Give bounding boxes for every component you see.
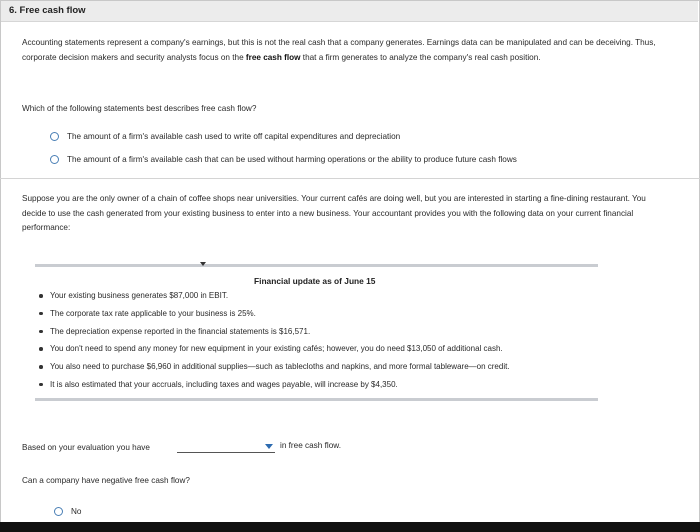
q3-prompt: Can a company have negative free cash flow? [22, 476, 190, 485]
cursor-icon [200, 262, 206, 266]
q1-option-1[interactable] [50, 132, 400, 141]
list-item: It is also estimated that your accruals, including taxes and wages payable, will increase by $4,350. [34, 376, 510, 394]
eval-prefix: Based on your evaluation you have [22, 443, 150, 452]
intro-text-2: that a firm generates to analyze the company's real cash position. [300, 52, 541, 62]
table-bottom-rule [35, 398, 598, 401]
free-cash-flow-dropdown[interactable] [177, 440, 275, 453]
section-divider [0, 178, 700, 179]
q1-prompt: Which of the following statements best describes free cash flow? [22, 104, 257, 113]
list-item: Your existing business generates $87,000 in EBIT. [34, 287, 510, 305]
q3-option-no[interactable] [54, 507, 81, 516]
bottom-edge-bar [0, 522, 700, 532]
eval-suffix: in free cash flow. [280, 441, 341, 450]
radio-icon[interactable] [50, 132, 59, 141]
q1-option-1-label: The amount of a firm's available cash used to write off capital expenditures and depreciation [67, 132, 401, 141]
intro-bold-term: free cash flow [245, 52, 301, 62]
question-title: 6. Free cash flow [9, 5, 86, 16]
list-item: The depreciation expense reported in the financial statements is $16,571. [34, 323, 510, 341]
radio-icon[interactable] [50, 155, 59, 164]
financial-bullets [34, 287, 510, 394]
list-item: You don't need to spend any money for new equipment in your existing cafés; however, you do need $13,050 of additional cash. [34, 340, 510, 358]
list-item: The corporate tax rate applicable to your business is 25%. [34, 305, 510, 323]
list-item: You also need to purchase $6,960 in additional supplies—such as tablecloths and napkins, and more formal tableware—on credit. [34, 358, 510, 376]
table-heading: Financial update as of June 15 [254, 276, 376, 286]
q1-option-2[interactable] [50, 155, 517, 164]
intro-text-1: Accounting statements represent a company's earnings, but this is not the real cash that a company generates. Earnings data can be manipulated and can be deceiving. Thus, corporate decision makers and security analysts focus on the [22, 38, 656, 62]
question-header [1, 1, 698, 22]
table-top-rule [35, 264, 598, 267]
q1-option-2-label: The amount of a firm's available cash that can be used without harming operations or the ability to produce future cash flows [67, 155, 517, 164]
radio-icon[interactable] [54, 507, 63, 516]
chevron-down-icon[interactable] [265, 444, 273, 449]
intro-paragraph [22, 36, 662, 65]
q3-option-no-label: No [71, 507, 82, 516]
scenario-paragraph: Suppose you are the only owner of a chain of coffee shops near universities. Your current cafés are doing well, but you are interested in starting a fine-dining restaurant. You decide to use the cash generated from your existing business to enter into a new business. Your accountant provides you with the following data on your current financial performance: [22, 194, 646, 233]
